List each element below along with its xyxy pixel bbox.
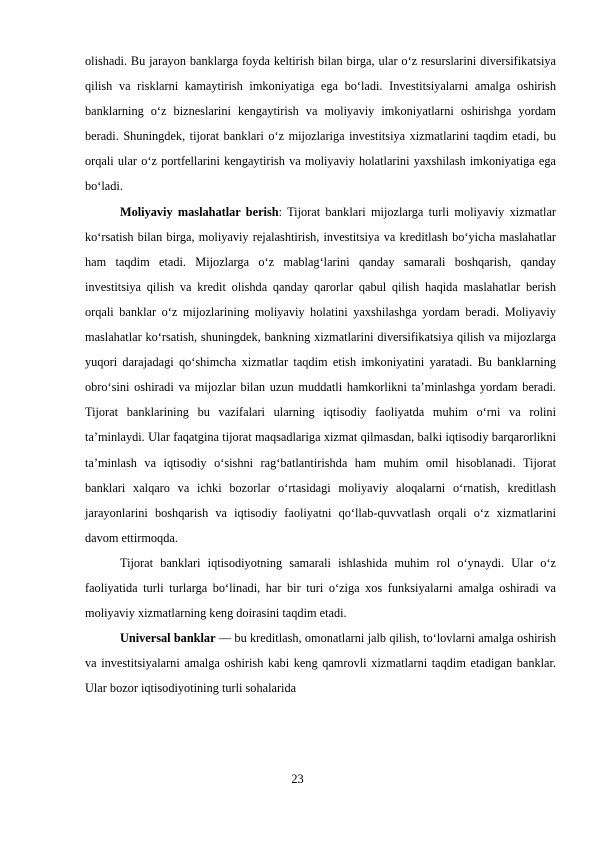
paragraph-universal-banks bbox=[85, 626, 556, 701]
term-heading: Universal banklar bbox=[120, 631, 216, 646]
paragraph-financial-advice bbox=[85, 200, 556, 551]
term-heading: Moliyaviy maslahatlar berish bbox=[120, 204, 279, 219]
paragraph-text: olishadi. Bu jarayon banklarga foyda keltirish bilan birga, ular o‘z resurslarini diversifikatsiya qilish va risklarni kamaytirish imkoniyatiga ega bo‘ladi. Investitsiyalarni amalga oshirish banklarning o‘z bizneslarini kengaytirish va moliyaviy imkoniyatlarni oshirishga yordam beradi. Shuningdek, tijorat banklari o‘z mijozlariga investitsiya xizmatlarini taqdim etadi, bu orqali ular o‘z portfellarini kengaytirish va moliyaviy holatlarini yaxshilash imkoniyatiga ega bo‘ladi. bbox=[85, 54, 556, 194]
document-page bbox=[85, 49, 556, 701]
paragraph-text: Tijorat banklari iqtisodiyotning samarali ishlashida muhim rol o‘ynaydi. Ular o‘z faoliyatida turli turlarga bo‘linadi, har bir turi o‘ziga xos funksiyalarni amalga oshiradi va moliyaviy xizmatlarning keng doirasini taqdim etadi. bbox=[85, 555, 556, 621]
page-number: 23 bbox=[291, 772, 304, 786]
paragraph-text: — bu kreditlash, omonatlarni jalb qilish, to‘lovlarni amalga oshirish va investitsiyalarni amalga oshirish kabi keng qamrovli xizmatlarni taqdim etadigan banklar. Ular bozor iqtisodiyotining turli sohalarida bbox=[85, 631, 556, 696]
paragraph-bank-types-intro bbox=[85, 551, 556, 626]
paragraph-investments-continued bbox=[85, 49, 556, 200]
paragraph-text: : Tijorat banklari mijozlarga turli moliyaviy xizmatlar ko‘rsatish bilan birga, moliyaviy rejalashtirish, investitsiya va kreditlash bo‘yicha maslahatlar ham taqdim etadi. Mijozlarga o‘z mablag‘larini qanday samarali boshqarish, qanday investitsiya qilish va kredit olishda qanday qarorlar qabul qilish haqida maslahatlar berish orqali banklar o‘z mijozlarining moliyaviy holatini yaxshilashga yordam beradi. Moliyaviy maslahatlar ko‘rsatish, shuningdek, bankning xizmatlarini diversifikatsiya qilish va mijozlarga yuqori darajadagi qo‘shimcha xizmatlar taqdim etish imkoniyatini yaratadi. Bu banklarning obro‘sini oshiradi va mijozlar bilan uzun muddatli hamkorlikni ta’minlashga yordam beradi. Tijorat banklarining bu vazifalari ularning iqtisodiy faoliyatda muhim o‘rni va rolini ta’minlaydi. Ular faqatgina tijorat maqsadlariga xizmat qilmasdan, balki iqtisodiy barqarorlikni ta’minlash va iqtisodiy o‘sishni rag‘batlantirishda ham muhim omil hisoblanadi. Tijorat banklari xalqaro va ichki bozorlar o‘rtasidagi moliyaviy aloqalarni o‘rnatish, kreditlash jarayonlarini boshqarish va iqtisodiy faoliyatni qo‘llab-quvvatlash orqali o‘z xizmatlarini davom ettirmoqda. bbox=[85, 204, 557, 545]
